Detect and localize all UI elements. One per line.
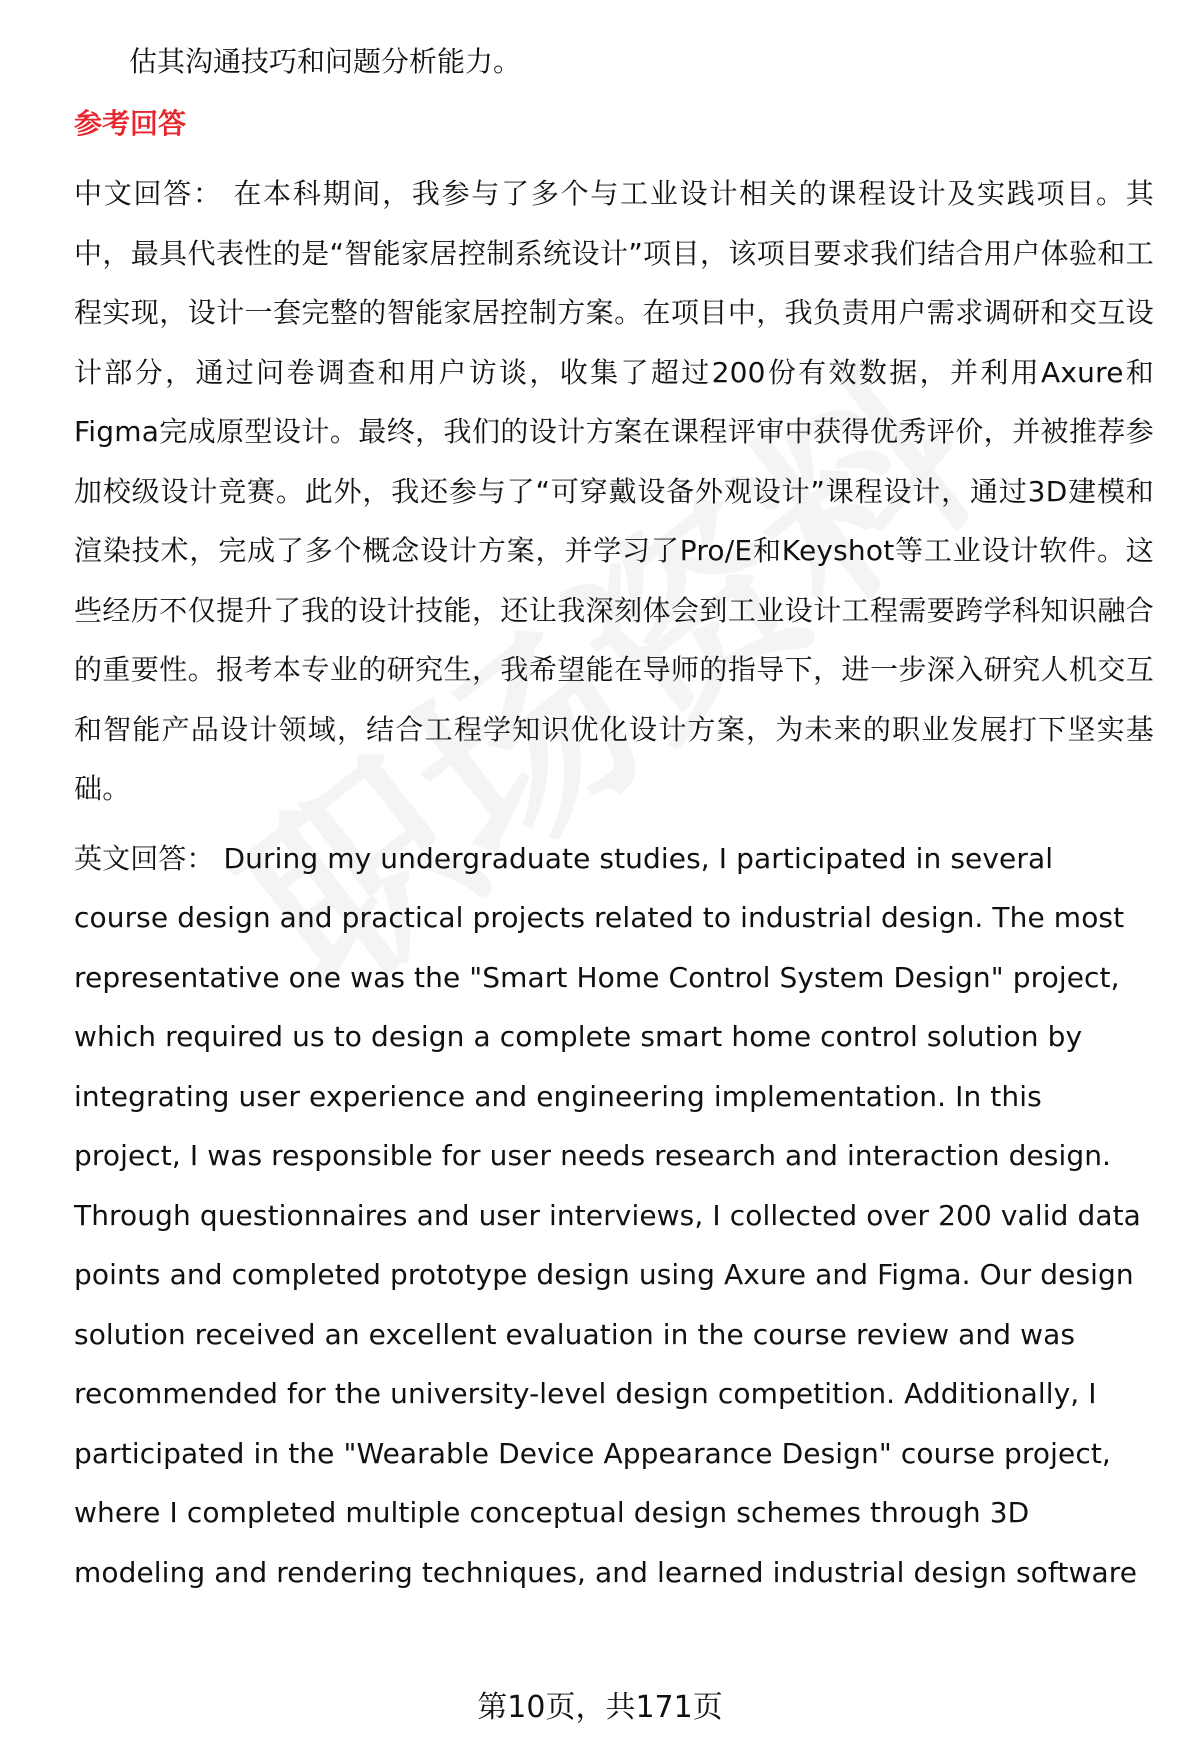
page-content bbox=[74, 42, 1154, 1602]
chinese-answer-paragraph: 中文回答： 在本科期间，我参与了多个与工业设计相关的课程设计及实践项目。其中，最具代表性的是“智能家居控制系统设计”项目，该项目要求我们结合用户体验和工程实现，设计一套完整的智能家居控制方案。在项目中，我负责用户需求调研和交互设计部分，通过问卷调查和用户访谈，收集了超过200份有效数据，并利用Axure和Figma完成原型设计。最终，我们的设计方案在课程评审中获得优秀评价，并被推荐参加校级设计竞赛。此外，我还参与了“可穿戴设备外观设计”课程设计，通过3D建模和渲染技术，完成了多个概念设计方案，并学习了Pro/E和Keyshot等工业设计软件。这些经历不仅提升了我的设计技能，还让我深刻体会到工业设计工程需要跨学科知识融合的重要性。报考本专业的研究生，我希望能在导师的指导下，进一步深入研究人机交互和智能产品设计领域，结合工程学知识优化设计方案，为未来的职业发展打下坚实基础。 bbox=[74, 177, 1154, 805]
section-heading: 参考回答 bbox=[74, 107, 187, 140]
page-footer: 第10页，共171页 bbox=[477, 1690, 723, 1725]
intro-line: 估其沟通技巧和问题分析能力。 bbox=[129, 45, 522, 78]
english-answer-paragraph: 英文回答： During my undergraduate studies, I participated in several course design and practical projects related to industrial design. The most representative one was the "Smart Home Control System Design" project, which required us to design a complete smart home control solution by integrating user experience and engineering implementation. In this project, I was responsible for user needs research and interaction design. Through questionnaires and user interviews, I collected over 200 valid data points and completed prototype design using Axure and Figma. Our design solution received an excellent evaluation in the course review and was recommended for the university-level design competition. Additionally, I participated in the "Wearable Device Appearance Design" course project, where I completed multiple conceptual design schemes through 3D modeling and rendering techniques, and learned industrial design software bbox=[74, 841, 1141, 1589]
